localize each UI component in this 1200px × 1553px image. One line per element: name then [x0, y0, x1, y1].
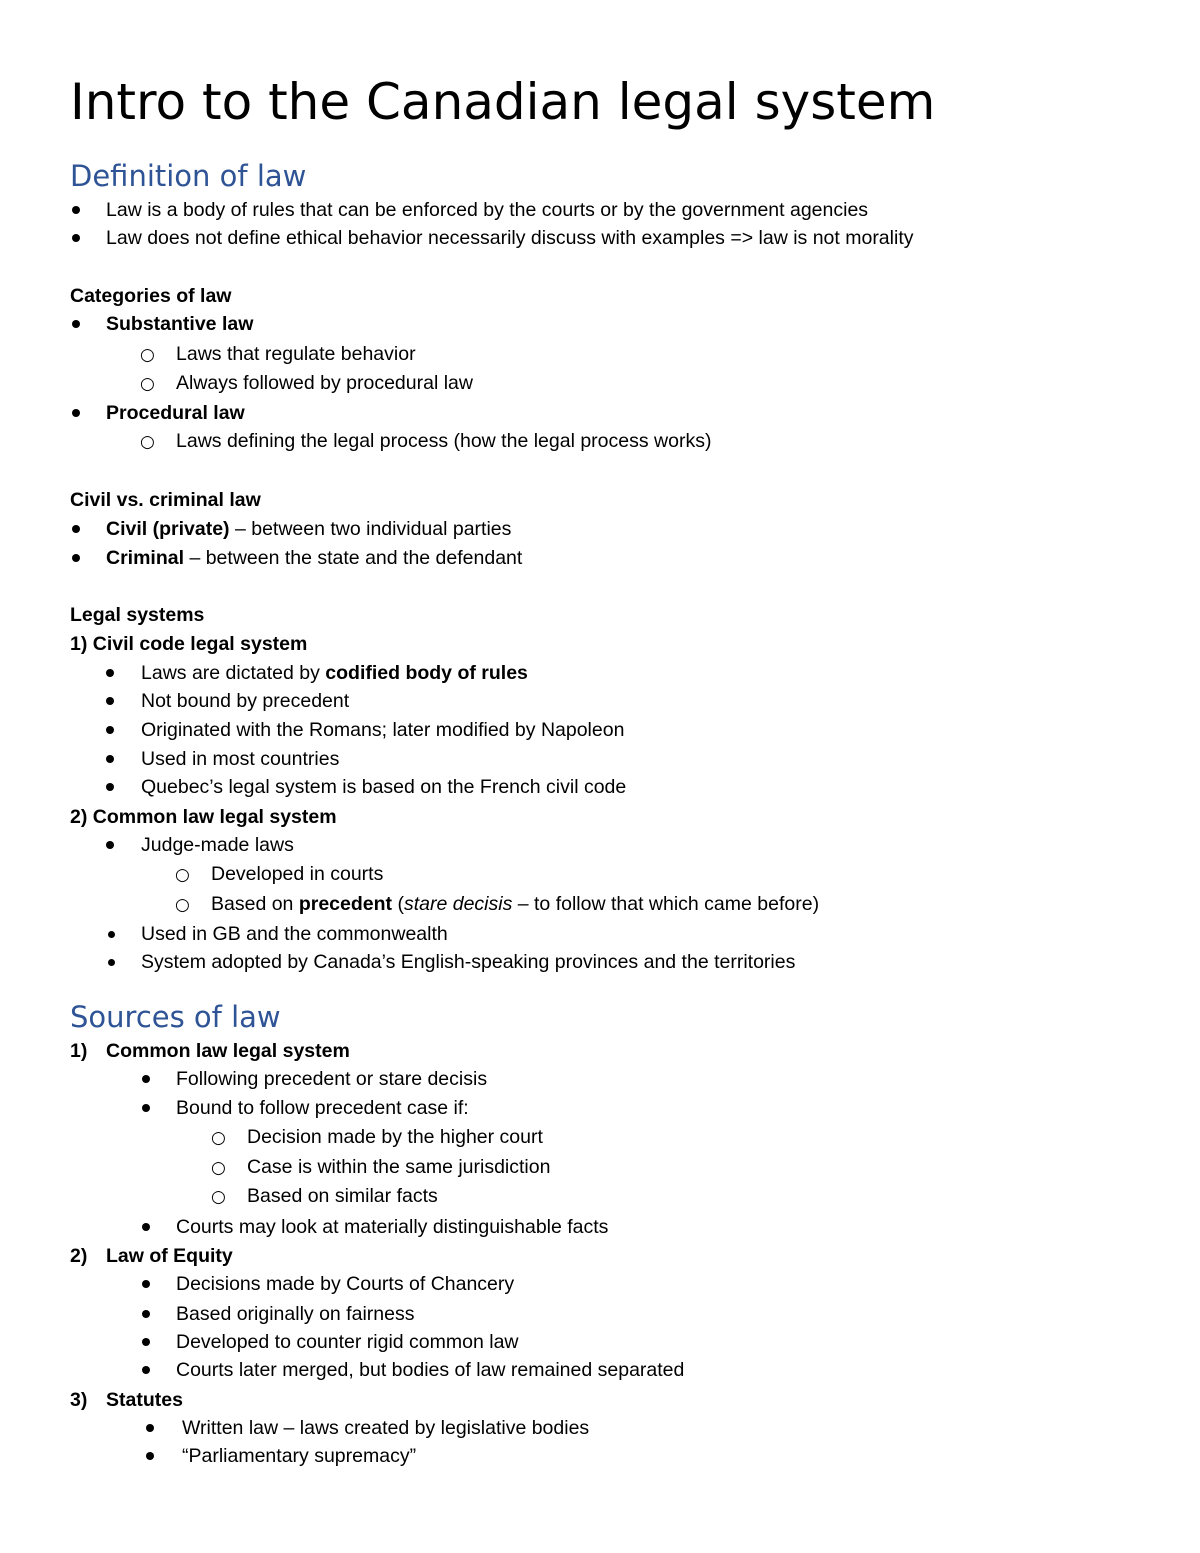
- list-item: Quebec’s legal system is based on the French civil code: [141, 776, 627, 798]
- subheading-civil-code: 1) Civil code legal system: [70, 633, 308, 655]
- heading-sources-of-law: Sources of law: [70, 1000, 281, 1034]
- subheading-civil-vs-criminal: Civil vs. criminal law: [70, 489, 261, 511]
- bullet-icon: [108, 931, 115, 938]
- subheading-statutes: Statutes: [106, 1389, 183, 1411]
- list-item: Based on precedent (stare decisis – to follow that which came before): [211, 893, 820, 915]
- list-item: Case is within the same jurisdiction: [247, 1156, 551, 1178]
- bullet-icon: [142, 1104, 150, 1112]
- list-item: Law is a body of rules that can be enforced by the courts or by the government agencies: [106, 199, 869, 221]
- subheading-common-law: 2) Common law legal system: [70, 806, 337, 828]
- bullet-icon: [72, 554, 80, 562]
- list-item: “Parliamentary supremacy”: [182, 1445, 417, 1467]
- list-item: Following precedent or stare decisis: [176, 1068, 488, 1090]
- list-item: Decisions made by Courts of Chancery: [176, 1273, 515, 1295]
- circle-bullet-icon: ○: [211, 1187, 226, 1207]
- list-item: Judge-made laws: [141, 834, 294, 856]
- circle-bullet-icon: ○: [140, 432, 155, 452]
- list-item: System adopted by Canada’s English-speaking provinces and the territories: [141, 951, 796, 973]
- list-item: Criminal – between the state and the defendant: [106, 547, 523, 569]
- bullet-icon: [142, 1280, 150, 1288]
- bullet-icon: [142, 1223, 150, 1231]
- bullet-icon: [106, 783, 114, 791]
- bullet-icon: [106, 697, 114, 705]
- bullet-icon: [142, 1366, 150, 1374]
- heading-definition-of-law: Definition of law: [70, 159, 307, 193]
- subheading-law-of-equity: Law of Equity: [106, 1245, 233, 1267]
- list-item: Decision made by the higher court: [247, 1126, 543, 1148]
- bullet-icon: [72, 409, 80, 417]
- bullet-icon: [72, 206, 80, 214]
- bullet-icon: [142, 1075, 150, 1083]
- list-item: Courts later merged, but bodies of law remained separated: [176, 1359, 685, 1381]
- list-item: Based originally on fairness: [176, 1303, 415, 1325]
- bullet-icon: [146, 1424, 154, 1432]
- subheading-categories: Categories of law: [70, 285, 232, 307]
- list-item: Laws defining the legal process (how the legal process works): [176, 430, 712, 452]
- list-item: Not bound by precedent: [141, 690, 350, 712]
- list-item: Used in most countries: [141, 748, 340, 770]
- circle-bullet-icon: ○: [140, 374, 155, 394]
- circle-bullet-icon: ○: [140, 345, 155, 365]
- list-item: Courts may look at materially distinguishable facts: [176, 1216, 609, 1238]
- bullet-icon: [142, 1338, 150, 1346]
- circle-bullet-icon: ○: [211, 1128, 226, 1148]
- subheading-legal-systems: Legal systems: [70, 604, 205, 626]
- bullet-icon: [106, 841, 114, 849]
- list-number: 2): [70, 1245, 88, 1267]
- list-item: Procedural law: [106, 402, 245, 424]
- bullet-icon: [72, 234, 80, 242]
- subheading-source-common-law: Common law legal system: [106, 1040, 350, 1062]
- list-item: Laws that regulate behavior: [176, 343, 416, 365]
- bullet-icon: [146, 1452, 154, 1460]
- list-item: Bound to follow precedent case if:: [176, 1097, 469, 1119]
- list-item: Developed in courts: [211, 863, 384, 885]
- list-item: Laws are dictated by codified body of rules: [141, 662, 528, 684]
- list-item: Written law – laws created by legislative bodies: [182, 1417, 590, 1439]
- list-number: 1): [70, 1040, 88, 1062]
- circle-bullet-icon: ○: [211, 1158, 226, 1178]
- list-number: 3): [70, 1389, 88, 1411]
- document-title: Intro to the Canadian legal system: [70, 73, 936, 131]
- list-item: Substantive law: [106, 313, 254, 335]
- list-item: Civil (private) – between two individual parties: [106, 518, 512, 540]
- circle-bullet-icon: ○: [175, 895, 190, 915]
- bullet-icon: [142, 1310, 150, 1318]
- list-item: Developed to counter rigid common law: [176, 1331, 519, 1353]
- list-item: Law does not define ethical behavior necessarily discuss with examples => law is not morality: [106, 227, 914, 249]
- bullet-icon: [106, 669, 114, 677]
- bullet-icon: [72, 320, 80, 328]
- bullet-icon: [106, 726, 114, 734]
- bullet-icon: [72, 525, 80, 533]
- list-item: Used in GB and the commonwealth: [141, 923, 448, 945]
- bullet-icon: [106, 755, 114, 763]
- list-item: Always followed by procedural law: [176, 372, 473, 394]
- circle-bullet-icon: ○: [175, 865, 190, 885]
- list-item: Based on similar facts: [247, 1185, 438, 1207]
- list-item: Originated with the Romans; later modified by Napoleon: [141, 719, 625, 741]
- bullet-icon: [108, 959, 115, 966]
